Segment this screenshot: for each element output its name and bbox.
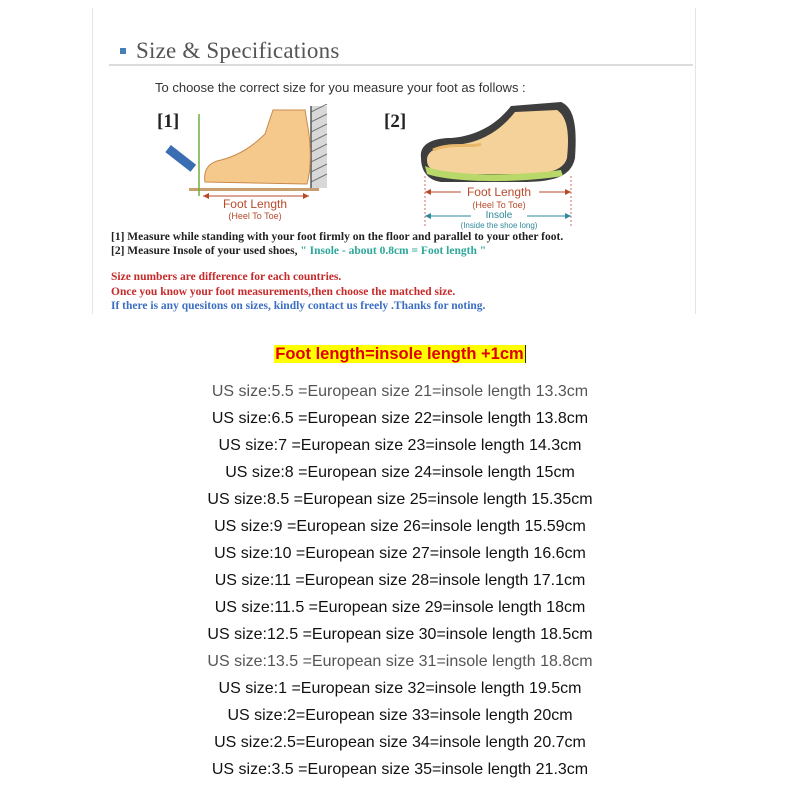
insole-measure-illustration [411,98,586,230]
insole-caption: Insole [485,210,513,221]
size-row: US size:6.5 =European size 22=insole length 13.8cm [211,410,589,427]
size-row: US size:8 =European size 24=insole length 15cm [225,464,575,481]
figure-2-label: [2] [384,111,407,132]
title-divider [109,64,693,66]
size-row: US size:8.5 =European size 25=insole length 15.35cm [207,491,593,508]
size-row: US size:12.5 =European size 30=insole length 18.5cm [207,626,593,643]
size-row: US size:11.5 =European size 29=insole length 18cm [214,599,586,616]
size-row: US size:7 =European size 23=insole length 14.3cm [218,437,582,454]
foot-measure-illustration [165,104,335,224]
title-row [120,38,340,64]
insole-subcaption: (Inside the shoe long) [460,221,538,230]
note-insole-prefix: [2] Measure Insole of your used shoes, [111,245,301,257]
figure-2-caption: Foot Length [466,185,532,199]
note-insole-formula: " Insole - about 0.8cm = Foot length " [300,245,487,257]
size-row: US size:10 =European size 27=insole length 16.6cm [214,545,586,562]
figure-2-subcaption: (Heel To Toe) [472,200,526,210]
title-bullet-icon [120,48,126,54]
note-measure-insole [111,245,486,257]
size-row: US size:9 =European size 26=insole length 15.59cm [214,518,586,535]
size-row: US size:2.5=European size 34=insole length 20.7cm [214,734,586,751]
figure-1-subcaption: (Heel To Toe) [228,211,282,221]
size-row: US size:3.5 =European size 35=insole length 21.3cm [211,761,589,778]
formula-banner-text: Foot length=insole length +1cm [275,345,524,363]
size-row: US size:11 =European size 28=insole length 17.1cm [214,572,586,589]
size-row: US size:13.5 =European size 31=insole length 18.8cm [207,653,593,670]
note-country-sizes: Size numbers are difference for each countries. [111,271,342,283]
note-measure-foot: [1] Measure while standing with your foot firmly on the floor and parallel to your other foot. [111,231,564,243]
size-chart-list [0,378,800,783]
size-spec-panel [92,8,696,314]
formula-banner [0,345,800,364]
intro-text: To choose the correct size for you measure your foot as follows : [155,80,526,95]
size-row: US size:5.5 =European size 21=insole length 13.3cm [211,383,589,400]
note-choose-size: Once you know your foot measurements,then choose the matched size. [111,286,456,298]
page-title: Size & Specifications [136,38,340,63]
size-row: US size:1 =European size 32=insole length 19.5cm [218,680,582,697]
figure-1-label: [1] [157,111,180,132]
figure-1-caption: Foot Length [222,197,288,211]
size-row: US size:2=European size 33=insole length 20cm [227,707,573,724]
note-contact: If there is any quesitons on sizes, kindly contact us freely .Thanks for noting. [111,300,486,312]
